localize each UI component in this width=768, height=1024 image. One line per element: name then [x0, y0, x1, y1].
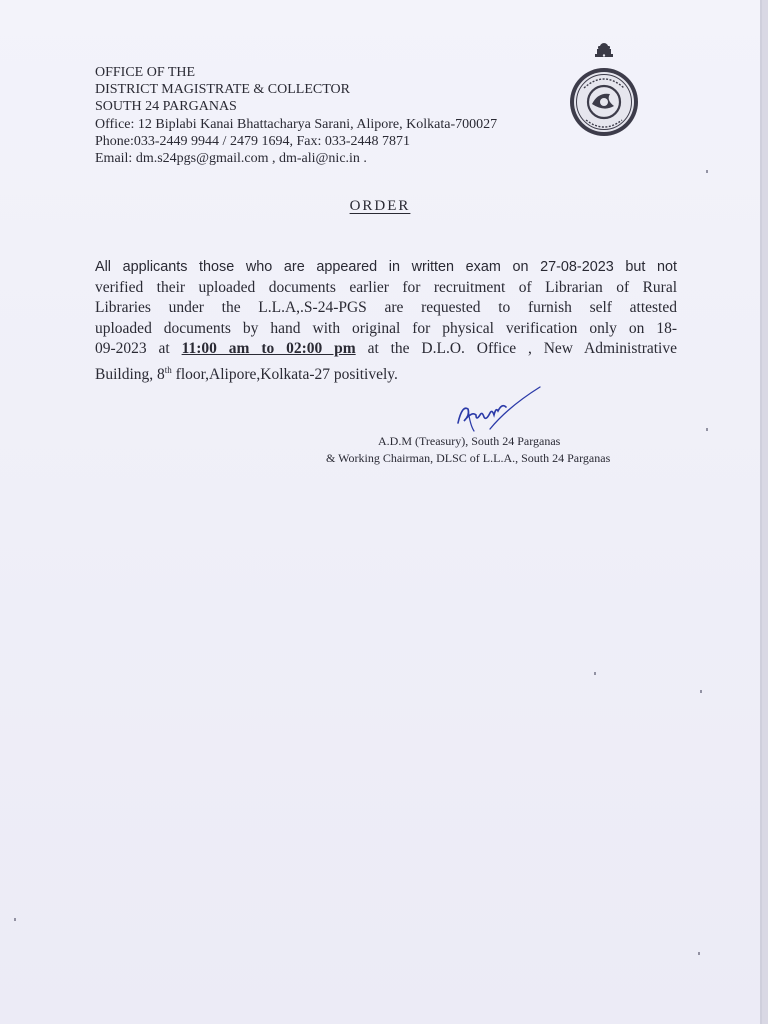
order-line-5: [95, 339, 677, 360]
scan-speck: [594, 672, 596, 675]
order-heading: [0, 198, 760, 215]
order-body: [95, 257, 677, 386]
district-name: SOUTH 24 PARGANAS: [95, 99, 237, 115]
scan-speck: [698, 952, 700, 955]
letterhead: [95, 64, 497, 167]
order-line-1: [95, 257, 677, 278]
office-designation: DISTRICT MAGISTRATE & COLLECTOR: [95, 82, 350, 98]
order-line-3: Libraries under the L.L.A,.S-24-PGS are requested to furnish self attested: [95, 299, 677, 317]
order-line-6: [95, 360, 677, 386]
order-line-4: uploaded documents by hand with original for physical verification only on 18-: [95, 319, 677, 337]
scan-speck: [706, 170, 708, 173]
order-floor-location: floor,Alipore,Kolkata-27 positively.: [171, 366, 398, 384]
scan-speck: [706, 428, 708, 431]
order-line-1-text: All applicants those who are appeared in written exam on 27-08-2023 but not: [95, 259, 677, 275]
order-venue: at the D.L.O. Office , New Administrative: [355, 340, 677, 358]
west-bengal-emblem-icon: [562, 40, 646, 140]
signatory-chairman: & Working Chairman, DLSC of L.L.A., South 24 Parganas: [326, 451, 611, 465]
order-date: 09-2023 at: [95, 340, 182, 358]
office-phone: Phone:033-2449 9944 / 2479 1694, Fax: 033-2448 7871: [95, 133, 410, 149]
office-address: Office: 12 Biplabi Kanai Bhattacharya Sarani, Alipore, Kolkata-700027: [95, 116, 498, 132]
order-time-range: 11:00 am to 02:00 pm: [181, 340, 356, 358]
scan-speck: [700, 690, 702, 693]
office-email: Email: dm.s24pgs@gmail.com , dm-ali@nic.in .: [95, 151, 367, 167]
signatory-designation: A.D.M (Treasury), South 24 Parganas: [378, 434, 561, 448]
order-floor-suffix: th: [164, 364, 172, 375]
order-line-2: verified their uploaded documents earlier for recruitment of Librarian of Rural: [95, 278, 677, 296]
office-title: OFFICE OF THE: [95, 65, 196, 80]
order-building: Building, 8: [95, 366, 165, 384]
scan-speck: [14, 918, 16, 921]
order-heading-text: ORDER: [349, 198, 411, 214]
